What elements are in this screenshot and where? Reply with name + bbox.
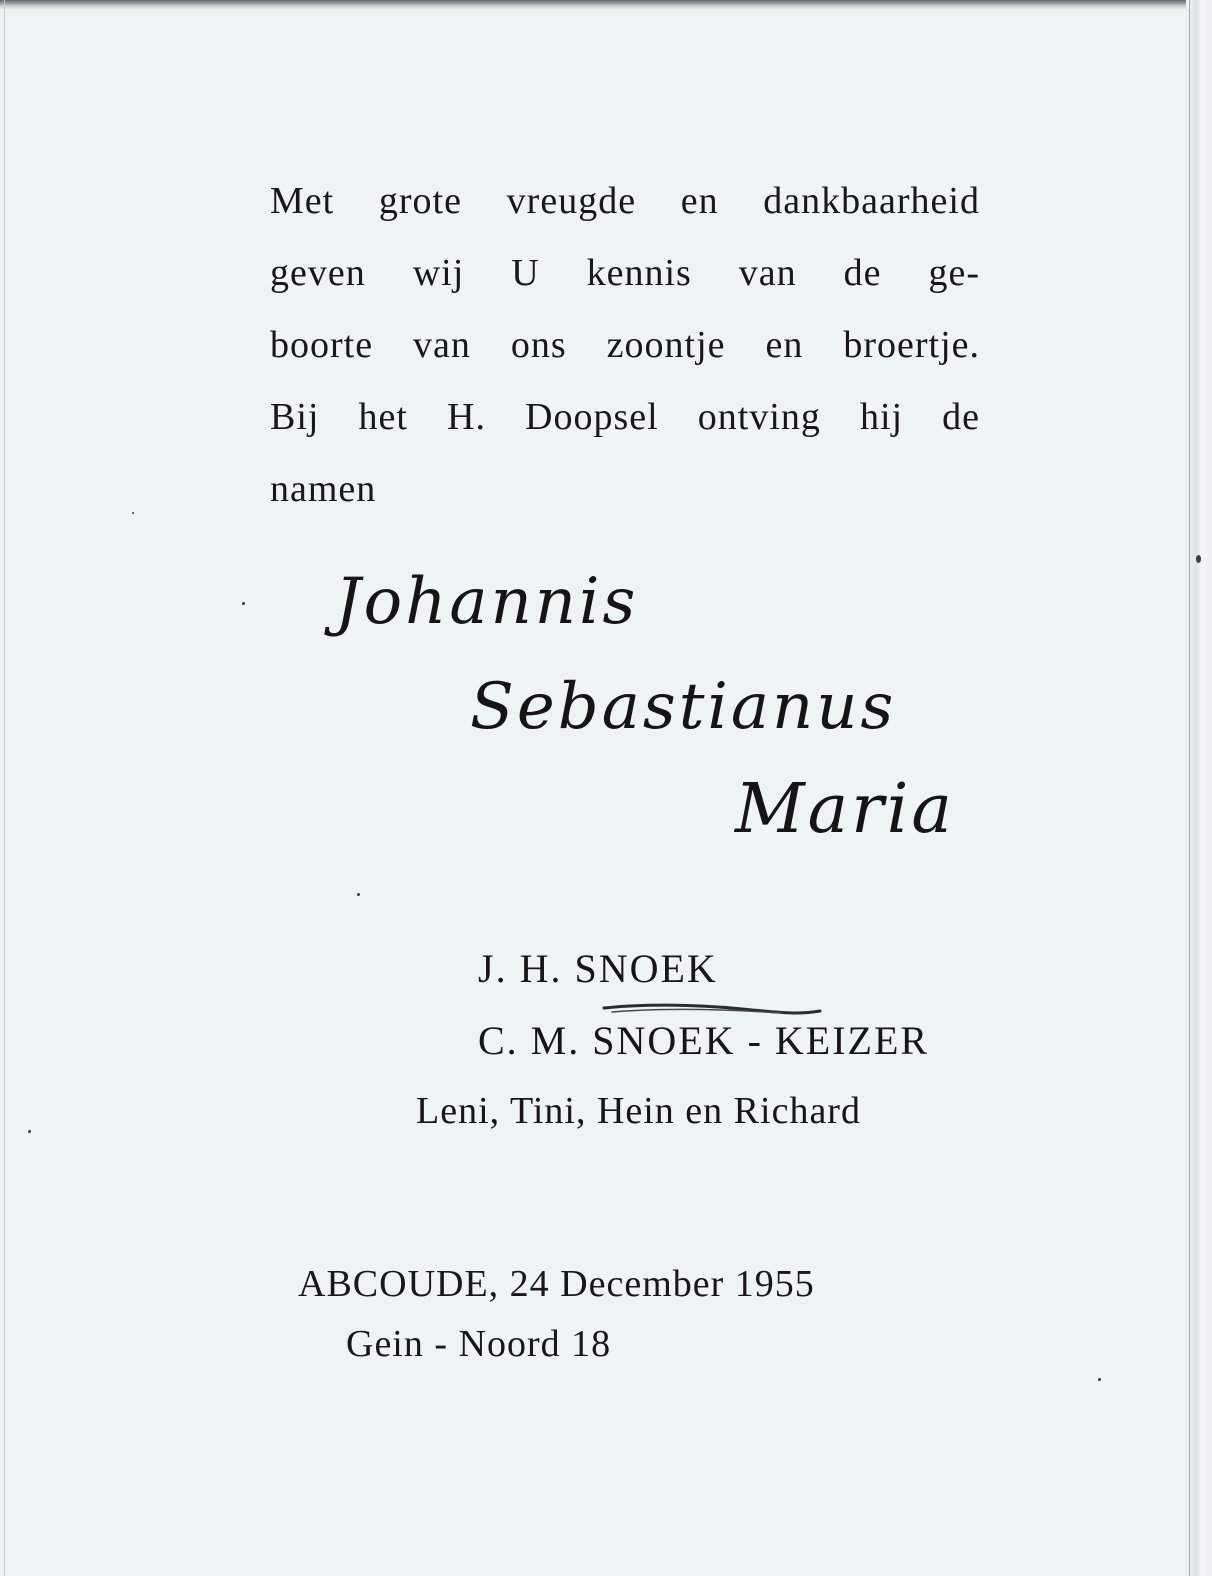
- announcement-line: Met grote vreugde en dankbaarheid: [270, 180, 980, 222]
- place-and-date: ABCOUDE, 24 December 1955: [298, 1263, 815, 1305]
- street-address: Gein - Noord 18: [346, 1323, 612, 1365]
- announcement-line: geven wij U kennis van de ge-: [270, 252, 980, 294]
- dust-speck: [28, 1130, 31, 1133]
- scan-top-edge: [0, 0, 1212, 10]
- dust-speck: [357, 893, 360, 896]
- first-name: Johannis: [335, 565, 639, 639]
- announcement-line: Bij het H. Doopsel ontving hij de: [270, 396, 980, 438]
- father-name: J. H. SNOEK: [478, 946, 718, 991]
- dust-speck: [1098, 1378, 1101, 1381]
- dust-speck: [242, 602, 245, 605]
- scan-left-edge: [4, 0, 5, 1576]
- second-name: Sebastianus: [470, 670, 897, 744]
- announcement-line: boorte van ons zoontje en broertje.: [270, 324, 980, 366]
- announcement-line: namen: [270, 468, 377, 510]
- mother-name: C. M. SNOEK - KEIZER: [478, 1018, 930, 1063]
- scan-right-rule: [1189, 0, 1190, 1576]
- pen-underline-mark: [602, 1002, 822, 1020]
- siblings-names: Leni, Tini, Hein en Richard: [416, 1090, 861, 1132]
- third-name: Maria: [735, 770, 955, 849]
- announcement-text: [270, 165, 980, 525]
- dust-speck: [1196, 555, 1201, 563]
- dust-speck: [132, 512, 134, 514]
